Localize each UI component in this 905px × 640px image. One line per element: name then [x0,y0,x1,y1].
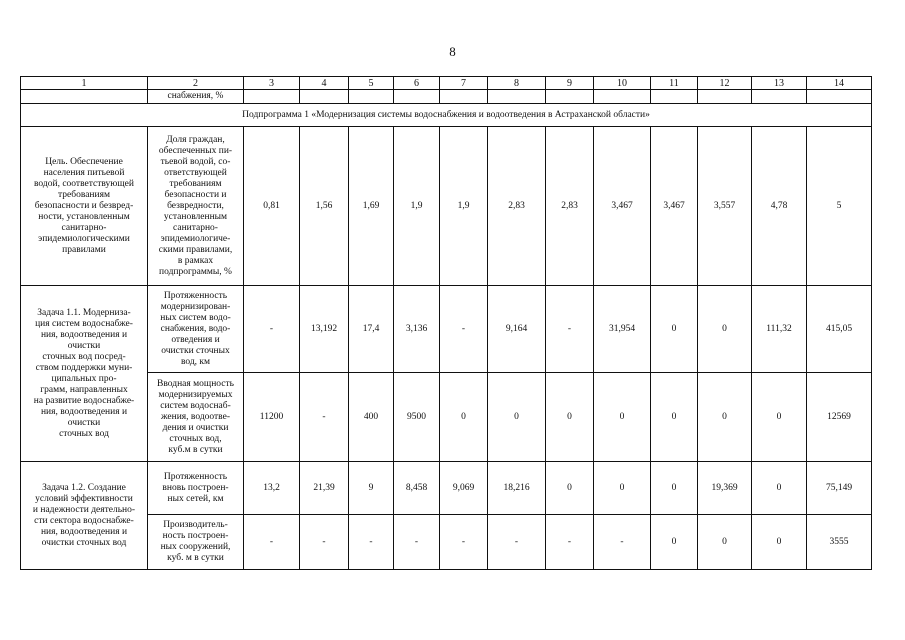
value-cell: 0 [546,462,594,515]
value-cell: 1,69 [349,127,394,286]
value-cell: 0 [594,462,651,515]
value-cell: 2,83 [488,127,546,286]
col-header: 12 [698,77,752,90]
value-cell: 31,954 [594,286,651,373]
indicator-text: Протяженность модернизирован- ных систем водо- снабжения, водо- отведения и очистки сточных вод, км [148,286,244,373]
value-cell: 13,192 [300,286,349,373]
value-cell: 3555 [807,515,872,570]
value-cell: - [440,286,488,373]
value-cell: 2,83 [546,127,594,286]
task-text: Задача 1.2. Создание условий эффективности и надежности деятельно- сти сектора водоснабже- ния, водоотведения и очистки сточных вод [21,462,148,570]
value-cell: 0 [546,373,594,462]
value-cell: - [244,286,300,373]
col-header: 7 [440,77,488,90]
value-cell: - [349,515,394,570]
value-cell: 11200 [244,373,300,462]
value-cell: 0 [752,515,807,570]
value-cell: 9500 [394,373,440,462]
value-cell: - [488,515,546,570]
page-number: 8 [449,44,456,59]
value-cell: 0 [698,286,752,373]
continuation-row [21,90,872,104]
value-cell: 17,4 [349,286,394,373]
indicators-table [20,76,872,570]
subprogram-title: Подпрограмма 1 «Модернизация системы водоснабжения и водоотведения в Астраханской области» [21,104,872,127]
value-cell: 1,9 [394,127,440,286]
col-header: 9 [546,77,594,90]
col-header: 13 [752,77,807,90]
value-cell: - [300,515,349,570]
col-header: 6 [394,77,440,90]
value-cell: 0 [488,373,546,462]
value-cell: 0 [752,373,807,462]
value-cell: - [394,515,440,570]
value-cell: 1,56 [300,127,349,286]
table-row [21,373,872,462]
value-cell: 0 [651,373,698,462]
value-cell: 0 [651,515,698,570]
value-cell: 0 [651,286,698,373]
value-cell: 12569 [807,373,872,462]
value-cell: 3,467 [594,127,651,286]
value-cell: 4,78 [752,127,807,286]
value-cell: - [300,373,349,462]
table-row [21,515,872,570]
value-cell: 0 [651,462,698,515]
table-row [21,286,872,373]
value-cell: - [594,515,651,570]
indicator-text: Вводная мощность модернизируемых систем водоснаб- жения, водоотве- дения и очистки сточных вод, куб.м в сутки [148,373,244,462]
value-cell: 19,369 [698,462,752,515]
value-cell: 3,136 [394,286,440,373]
value-cell: 5 [807,127,872,286]
indicator-text: Доля граждан, обеспеченных пи- тьевой водой, со- ответствующей требованиям безопасности и безвредности, установленным санитарно- эпидемиологиче- скими правилами, в рамках подпрограммы, % [148,127,244,286]
value-cell: 400 [349,373,394,462]
value-cell: 0 [698,515,752,570]
value-cell: 9,069 [440,462,488,515]
value-cell: - [546,286,594,373]
col-header: 11 [651,77,698,90]
value-cell: 0 [698,373,752,462]
value-cell: 3,557 [698,127,752,286]
value-cell: - [244,515,300,570]
indicator-text: Производитель- ность построен- ных сооружений, куб. м в сутки [148,515,244,570]
col-header: 2 [148,77,244,90]
value-cell: 8,458 [394,462,440,515]
value-cell: 0 [594,373,651,462]
value-cell: 3,467 [651,127,698,286]
table-row [21,462,872,515]
value-cell: - [440,515,488,570]
col-header: 14 [807,77,872,90]
col-header: 4 [300,77,349,90]
col-header: 3 [244,77,300,90]
subprogram-row [21,104,872,127]
value-cell: 0,81 [244,127,300,286]
indicator-text: Протяженность вновь построен- ных сетей, км [148,462,244,515]
goal-text: Цель. Обеспечение населения питьевой водой, соответствующей требованиям безопасности и безвред- ности, установленным санитарно- эпидемиологическими правилами [21,127,148,286]
table-row [21,127,872,286]
value-cell: 9 [349,462,394,515]
task-text: Задача 1.1. Модерниза- ция систем водоснабже- ния, водоотведения и очистки сточных вод посред- ством поддержки муни- ципальных про- грамм, направленных на развитие водоснабже- ния, водоотведения и очистки сточных вод [21,286,148,462]
column-number-row [21,77,872,90]
cell [21,90,148,104]
col-header: 1 [21,77,148,90]
col-header: 8 [488,77,546,90]
value-cell: 18,216 [488,462,546,515]
value-cell: 9,164 [488,286,546,373]
value-cell: 1,9 [440,127,488,286]
col-header: 5 [349,77,394,90]
continuation-text: снабжения, % [148,90,244,104]
value-cell: 111,32 [752,286,807,373]
value-cell: - [546,515,594,570]
value-cell: 13,2 [244,462,300,515]
value-cell: 21,39 [300,462,349,515]
value-cell: 0 [752,462,807,515]
value-cell: 75,149 [807,462,872,515]
value-cell: 0 [440,373,488,462]
col-header: 10 [594,77,651,90]
value-cell: 415,05 [807,286,872,373]
